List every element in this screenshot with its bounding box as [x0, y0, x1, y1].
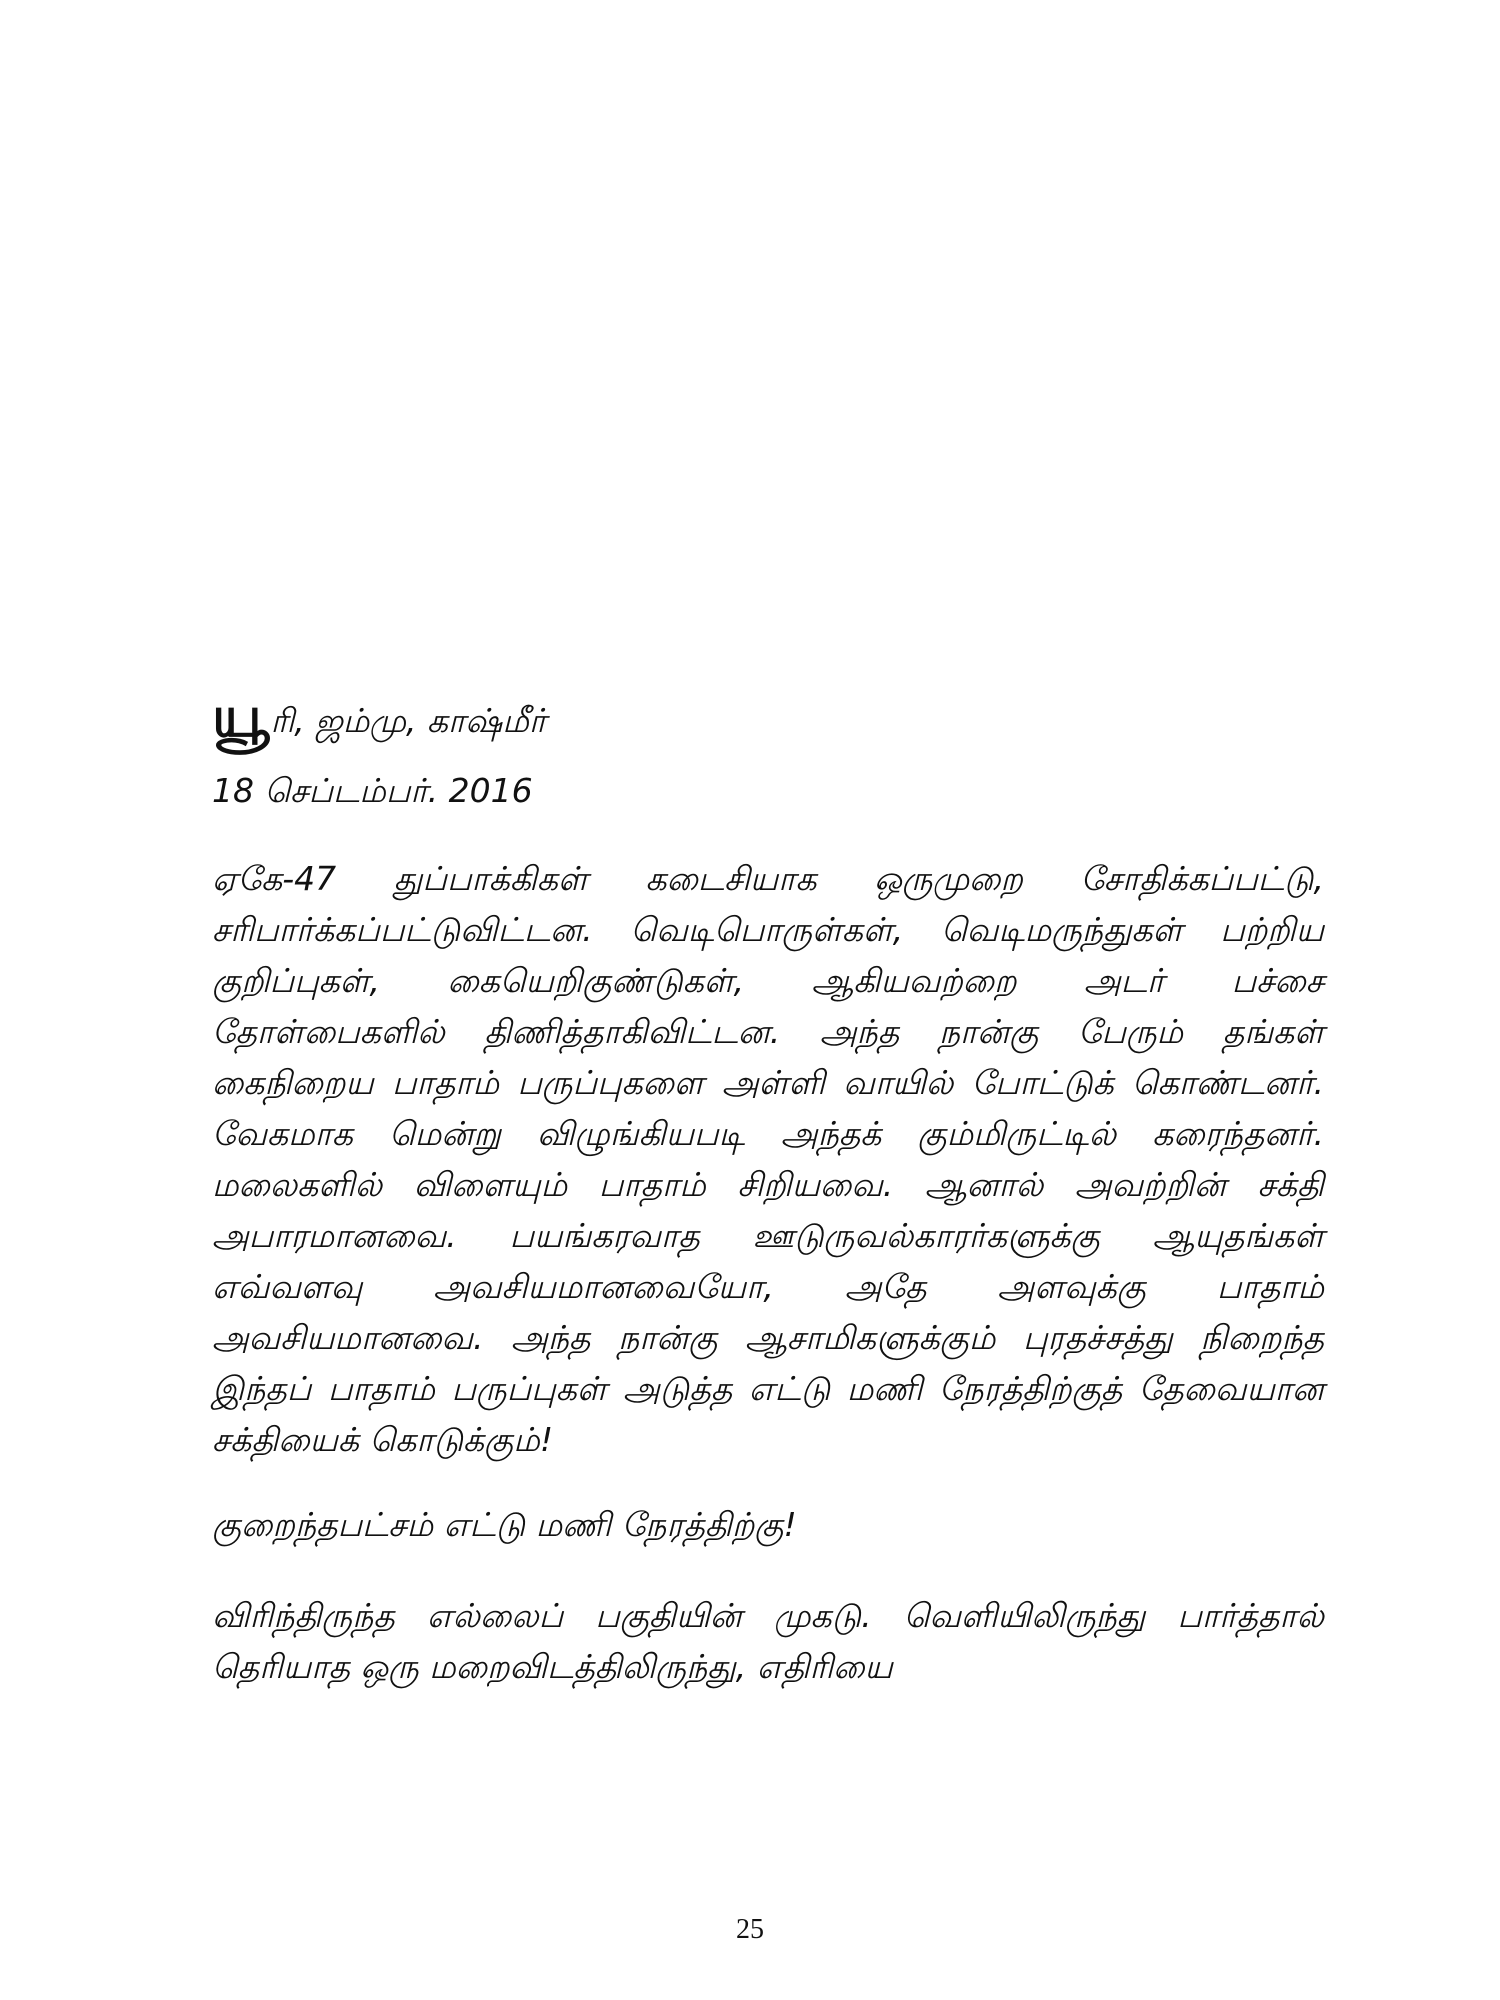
- page-content: [212, 682, 1324, 1726]
- place-text: ரி, ஜம்மு, காஷ்மீர்: [270, 701, 547, 740]
- page-number: 25: [736, 1914, 764, 1945]
- paragraph-body-3: விரிந்திருந்த எல்லைப் பகுதியின் முகடு. வெளியிலிருந்து பார்த்தால் தெரியாத ஒரு மறைவிடத்திலிருந்து, எதிரியை: [212, 1596, 1324, 1686]
- paragraph-body-2: குறைந்தபட்சம் எட்டு மணி நேரத்திற்கு!: [212, 1505, 797, 1544]
- date-heading: 18 செப்டம்பர். 2016: [212, 771, 533, 810]
- drop-cap-letter: யூ: [212, 682, 270, 750]
- paragraph-body-1: ஏகே-47 துப்பாக்கிகள் கடைசியாக ஒருமுறை சோதிக்கப்பட்டு, சரிபார்க்கப்பட்டுவிட்டன. வெடிபொருள்கள், வெடிமருந்துகள் பற்றிய குறிப்புகள், கையெறிகுண்டுகள், ஆகியவற்றை அடர் பச்சை தோள்பைகளில் திணித்தாகிவிட்டன. அந்த நான்கு பேரும் தங்கள் கைநிறைய பாதாம் பருப்புகளை அள்ளி வாயில் போட்டுக் கொண்டனர். வேகமாக மென்று விழுங்கியபடி அந்தக் கும்மிருட்டில் கரைந்தனர். மலைகளில் விளையும் பாதாம் சிறியவை. ஆனால் அவற்றின் சக்தி அபாரமானவை. பயங்கரவாத ஊடுருவல்காரர்களுக்கு ஆயுதங்கள் எவ்வளவு அவசியமானவையோ, அதே அளவுக்கு பாதாம் அவசியமானவை. அந்த நான்கு ஆசாமிகளுக்கும் புரதச்சத்து நிறைந்த இந்தப் பாதாம் பருப்புகள் அடுத்த எட்டு மணி நேரத்திற்குத் தேவையான சக்தியைக் கொடுக்கும்!: [212, 859, 1324, 1459]
- place-heading: [212, 682, 1324, 750]
